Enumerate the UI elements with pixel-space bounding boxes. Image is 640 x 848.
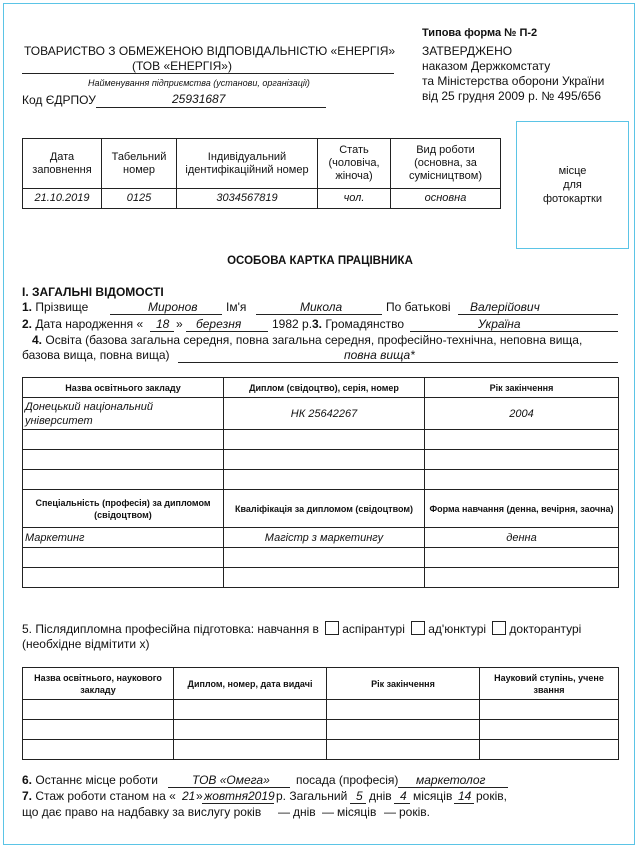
- edu-empty: [425, 568, 619, 588]
- employee-info-table: [22, 138, 501, 209]
- edu-empty: [224, 470, 425, 490]
- education-value: повна вища*: [344, 348, 415, 362]
- pg-empty: [327, 720, 480, 740]
- company-name: ТОВАРИСТВО З ОБМЕЖЕНОЮ ВІДПОВІДАЛЬНІСТЮ «ЕНЕРГІЯ»: [24, 44, 396, 58]
- form-type: Типова форма № П-2: [422, 27, 538, 39]
- section5-note: (необхідне відмітити х): [22, 637, 150, 651]
- surname-label: Прізвище: [35, 300, 89, 314]
- adjunct-checkbox[interactable]: [411, 621, 425, 635]
- approved-4: від 25 грудня 2009 р. № 495/656: [422, 89, 601, 103]
- edu-empty: [224, 430, 425, 450]
- birth-year: 1982 р.: [272, 317, 313, 331]
- n6: 6.: [22, 773, 33, 787]
- section1-heading: І. ЗАГАЛЬНІ ВІДОМОСТІ: [22, 285, 164, 299]
- pg-th-year: Рік закінчення: [327, 668, 480, 700]
- th-date: Дата заповнення: [23, 139, 102, 189]
- pg-empty: [23, 740, 174, 760]
- edu-td-specialty: Маркетинг: [23, 528, 224, 548]
- seniority-days-underline: [350, 803, 366, 804]
- seniority-years-underline: [454, 803, 474, 804]
- approved-2: наказом Держкомстату: [422, 59, 551, 73]
- td-id-number: 3034567819: [177, 189, 318, 209]
- photo-line3: фотокартки: [542, 193, 602, 205]
- citizenship-value: Україна: [478, 317, 521, 331]
- company-underline: [22, 73, 394, 74]
- birth-month: березня: [196, 317, 242, 331]
- surname-underline: [110, 314, 222, 315]
- seniority-years-label: років,: [476, 789, 507, 803]
- company-short: (ТОВ «ЕНЕРГІЯ»): [132, 59, 232, 73]
- adjunct-label: ад'юнктурі: [428, 622, 487, 636]
- pg-empty: [174, 740, 327, 760]
- photo-placeholder: [516, 121, 629, 249]
- pg-th-degree: Науковий ступінь, учене звання: [480, 668, 619, 700]
- pg-empty: [480, 740, 619, 760]
- seniority-day: 21: [182, 789, 196, 803]
- edu-empty: [425, 548, 619, 568]
- edu-th-qualification: Кваліфікація за дипломом (свідоцтвом): [224, 490, 425, 528]
- last-work-underline: [168, 787, 290, 788]
- edrpou-label: Код ЄДРПОУ: [22, 93, 96, 107]
- approved-3: та Міністерства оборони України: [422, 74, 605, 88]
- birth-label: Дата народження «: [35, 317, 144, 331]
- n4: 4.: [32, 333, 43, 347]
- citizenship-label: Громадянство: [325, 317, 404, 331]
- birth-mid: »: [176, 317, 183, 331]
- name-underline: [256, 314, 382, 315]
- page-title: ОСОБОВА КАРТКА ПРАЦІВНИКА: [227, 255, 413, 267]
- pg-empty: [327, 700, 480, 720]
- pg-empty: [174, 720, 327, 740]
- edu-empty: [23, 470, 224, 490]
- postgrad-table: [22, 667, 619, 760]
- edu-th-study-form: Форма навчання (денна, вечірня, заочна): [425, 490, 619, 528]
- patronymic-underline: [458, 314, 618, 315]
- edu-empty: [425, 470, 619, 490]
- name-label: Ім'я: [226, 300, 247, 314]
- citizenship-underline: [410, 331, 618, 332]
- seniority-months-underline: [394, 803, 410, 804]
- td-tab-number: 0125: [102, 189, 177, 209]
- seniority-label: Стаж роботи станом на «: [35, 789, 176, 803]
- bonus-months: —: [384, 805, 396, 819]
- edu-td-qualification: Магістр з маркетингу: [224, 528, 425, 548]
- birth-day-underline: [150, 331, 174, 332]
- n7: 7.: [22, 789, 33, 803]
- seniority-year-underline: [246, 803, 274, 804]
- bonus-years: —: [278, 805, 290, 819]
- seniority-month: жовтня: [204, 789, 249, 803]
- seniority-days: 5: [356, 789, 363, 803]
- td-sex: чол.: [318, 189, 391, 209]
- pg-th-institution: Назва освітнього, наукового закладу: [23, 668, 174, 700]
- patronymic-value: Валерійович: [470, 300, 540, 314]
- education-label-2: базова вища, повна вища): [22, 348, 170, 362]
- pg-empty: [480, 720, 619, 740]
- edu-td-institution: Донецький національний університет: [23, 398, 224, 430]
- seniority-year: 2019: [248, 789, 275, 803]
- seniority-days-label: днів: [369, 789, 392, 803]
- bonus-years-label: років.: [399, 805, 430, 819]
- education-table: [22, 377, 619, 588]
- th-work-type: Вид роботи (основна, за сумісництвом): [391, 139, 501, 189]
- th-id-number: Індивідуальний ідентифікаційний номер: [177, 139, 318, 189]
- edu-th-institution: Назва освітнього закладу: [23, 378, 224, 398]
- bonus-months-label: місяців: [337, 805, 377, 819]
- photo-line2: для: [563, 179, 582, 191]
- photo-line1: місце: [558, 165, 587, 177]
- postgrad-label: аспірантурі: [342, 622, 405, 636]
- bonus-label: що дає право на надбавку за вислугу років: [22, 805, 262, 819]
- section5-line1: [22, 621, 581, 636]
- pg-empty: [327, 740, 480, 760]
- doctoral-label: докторантурі: [509, 622, 582, 636]
- edrpou-value: 25931687: [172, 92, 226, 106]
- edrpou-underline: [96, 107, 326, 108]
- n3: 3.: [312, 317, 323, 331]
- edu-td-year: 2004: [425, 398, 619, 430]
- edu-td-diploma: НК 25642267: [224, 398, 425, 430]
- birth-day: 18: [156, 317, 170, 331]
- edu-empty: [224, 450, 425, 470]
- patronymic-label: По батькові: [386, 300, 451, 314]
- position-label: посада (професія): [296, 773, 399, 787]
- approved-1: ЗАТВЕРДЖЕНО: [422, 44, 513, 58]
- edu-empty: [23, 450, 224, 470]
- edu-th-year: Рік закінчення: [425, 378, 619, 398]
- td-date: 21.10.2019: [23, 189, 102, 209]
- seniority-years: 14: [458, 789, 472, 803]
- n1: 1.: [22, 300, 33, 314]
- n2: 2.: [22, 317, 33, 331]
- seniority-months: 4: [400, 789, 407, 803]
- pg-empty: [174, 700, 327, 720]
- surname-value: Миронов: [148, 300, 198, 314]
- doctoral-checkbox[interactable]: [492, 621, 506, 635]
- edu-empty: [425, 430, 619, 450]
- edu-empty: [23, 568, 224, 588]
- edu-empty: [23, 548, 224, 568]
- edu-empty: [224, 548, 425, 568]
- last-work-label: Останнє місце роботи: [35, 773, 158, 787]
- pg-th-diploma: Диплом, номер, дата видачі: [174, 668, 327, 700]
- section5-text: 5. Післядипломна професійна підготовка: навчання в: [22, 622, 319, 636]
- seniority-total-label: р. Загальний: [276, 789, 348, 803]
- pg-empty: [23, 720, 174, 740]
- education-underline: [178, 362, 618, 363]
- position-underline: [398, 787, 508, 788]
- edu-th-diploma: Диплом (свідоцтво), серія, номер: [224, 378, 425, 398]
- postgrad-checkbox[interactable]: [325, 621, 339, 635]
- th-sex: Стать (чоловіча, жіноча): [318, 139, 391, 189]
- th-tab-number: Табельний номер: [102, 139, 177, 189]
- name-value: Микола: [300, 300, 343, 314]
- pg-empty: [480, 700, 619, 720]
- company-caption: Найменування підприємства (установи, організації): [88, 78, 310, 88]
- edu-empty: [425, 450, 619, 470]
- seniority-mid: »: [196, 789, 203, 803]
- education-label-1: Освіта (базова загальна середня, повна загальна середня, професійно-технічна, неповна вища,: [45, 333, 583, 347]
- seniority-month-underline: [202, 803, 246, 804]
- edu-th-specialty: Спеціальність (професія) за дипломом (свідоцтвом): [23, 490, 224, 528]
- td-work-type: основна: [391, 189, 501, 209]
- bonus-days-label: днів: [293, 805, 316, 819]
- seniority-months-label: місяців: [413, 789, 453, 803]
- position-value: маркетолог: [416, 773, 486, 787]
- bonus-days: —: [322, 805, 334, 819]
- edu-empty: [224, 568, 425, 588]
- last-work-value: ТОВ «Омега»: [192, 773, 270, 787]
- birth-month-underline: [186, 331, 268, 332]
- edu-td-study-form: денна: [425, 528, 619, 548]
- pg-empty: [23, 700, 174, 720]
- edu-empty: [23, 430, 224, 450]
